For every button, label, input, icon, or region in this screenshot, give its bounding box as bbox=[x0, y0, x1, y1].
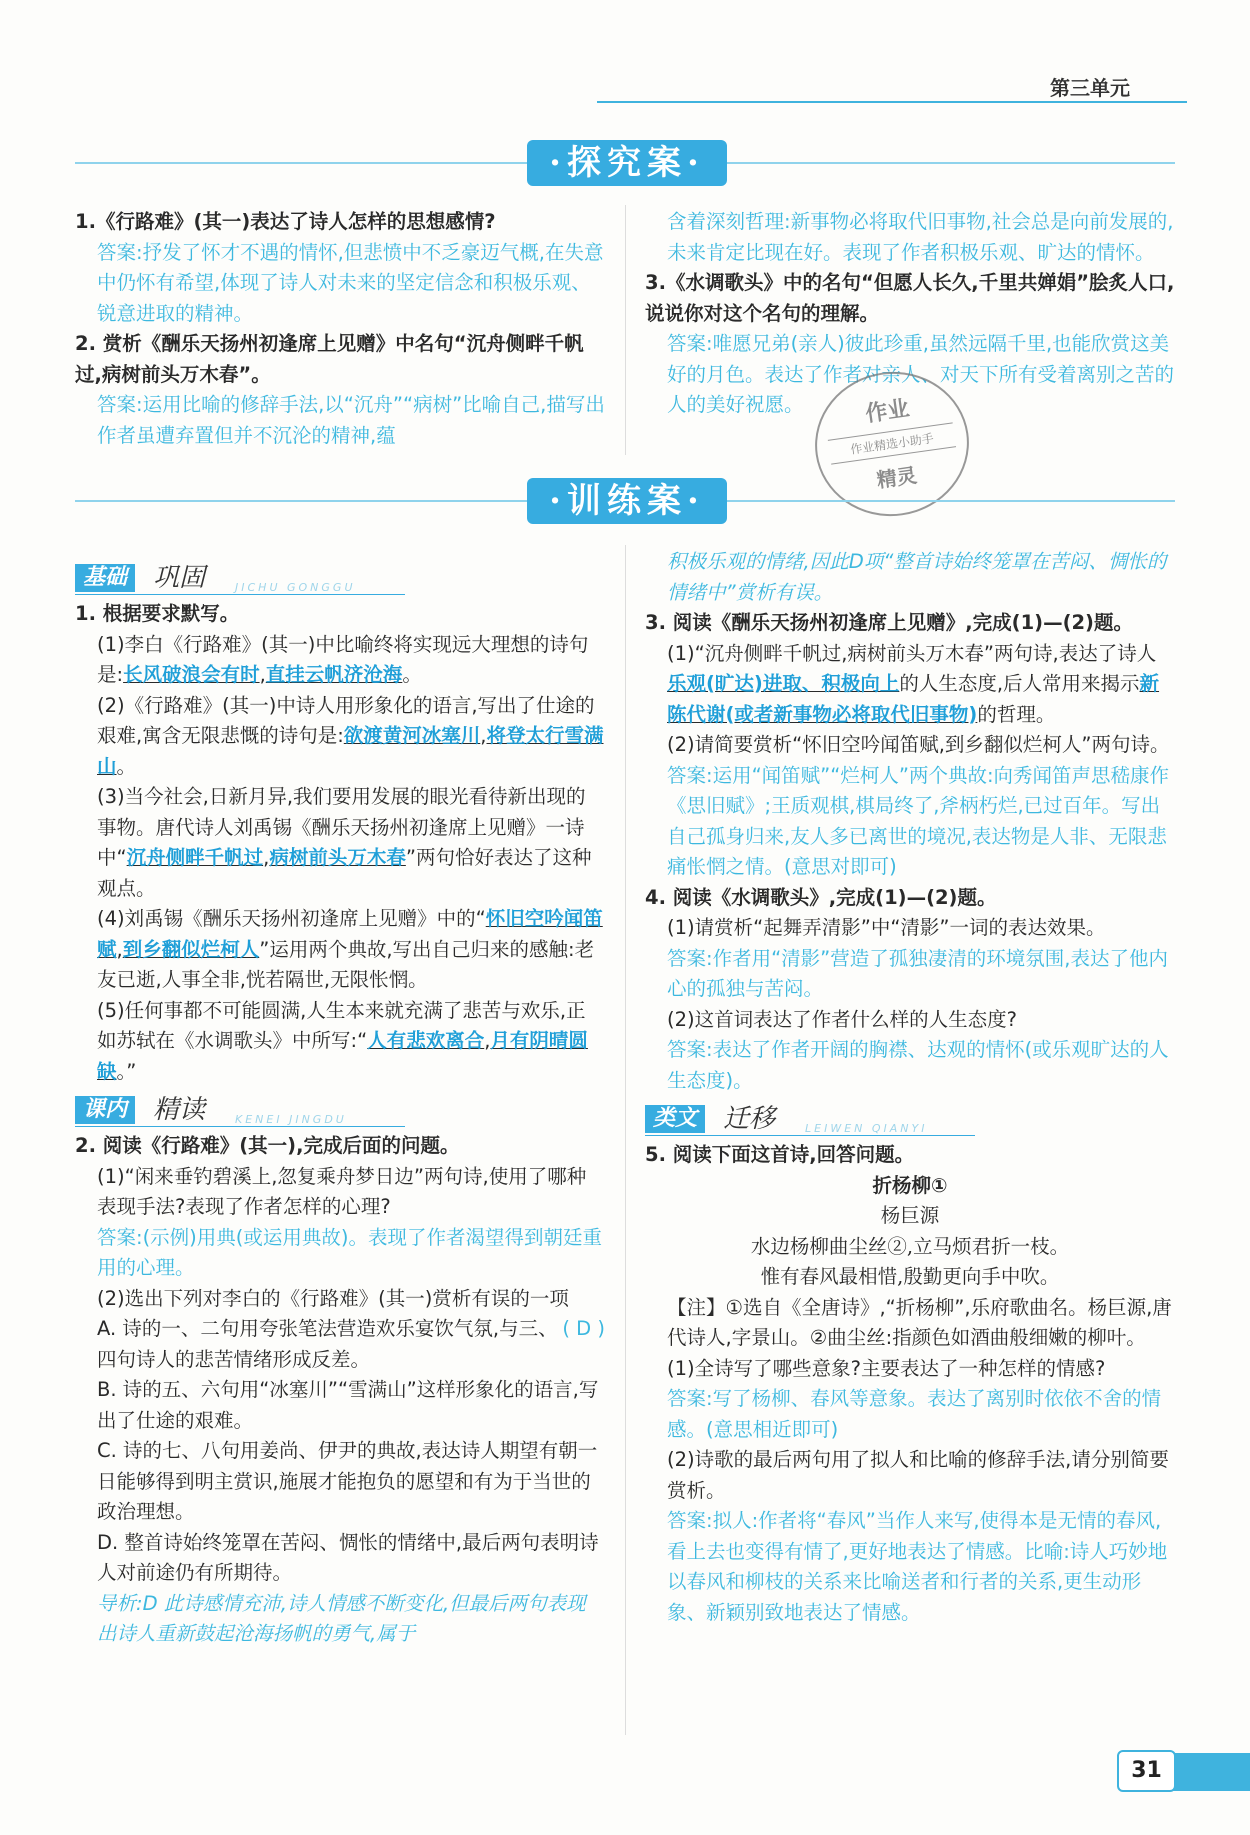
question: 3. 阅读《酬乐天扬州初逢席上见赠》,完成(1)—(2)题。 bbox=[645, 611, 1133, 634]
sub-question: (2)诗歌的最后两句用了拟人和比喻的修辞手法,请分别简要赏析。 bbox=[667, 1448, 1169, 1502]
sub-question: (1)全诗写了哪些意象?主要表达了一种怎样的情感? bbox=[667, 1356, 1106, 1380]
column-divider bbox=[625, 545, 626, 1735]
answer: 答案:抒发了怀才不遇的情怀,但悲愤中不乏豪迈气概,在失意中仍怀有希望,体现了诗人对未来的坚定信念和积极乐观、锐意进取的精神。 bbox=[97, 240, 604, 325]
poem-title: 折杨柳① bbox=[872, 1173, 948, 1197]
fill-item: (1)李白《行路难》(其一)中比喻终将实现远大理想的诗句是:长风破浪会有时,直挂云帆济沧海。 bbox=[97, 632, 589, 686]
question: 5. 阅读下面这首诗,回答问题。 bbox=[645, 1143, 915, 1166]
sub-question: (1)请赏析“起舞弄清影”中“清影”一词的表达效果。 bbox=[667, 916, 1106, 939]
explore-banner: ·探究案· bbox=[527, 140, 727, 186]
fill-item: (1)“沉舟侧畔千帆过,病树前头万木春”两句诗,表达了诗人乐观(旷达)进取、积极向上的人生态度,后人常用来揭示新陈代谢(或者新事物必将取代旧事物)的哲理。 bbox=[667, 641, 1160, 726]
sub-question: (1)“闲来垂钓碧溪上,忽复乘舟梦日边”两句诗,使用了哪种表现手法?表现了作者怎样的心理? bbox=[97, 1164, 587, 1218]
answer: 答案:表达了作者开阔的胸襟、达观的情怀(或乐观旷达的人生态度)。 bbox=[667, 1038, 1169, 1092]
question: 2. 阅读《行路难》(其一),完成后面的问题。 bbox=[75, 1134, 460, 1157]
sub-question: (2)请简要赏析“怀旧空吟闻笛赋,到乡翻似烂柯人”两句诗。 bbox=[667, 733, 1170, 756]
fill-item: (2)《行路难》(其一)中诗人用形象化的语言,写出了仕途的艰难,寓含无限悲慨的诗句是:欲渡黄河冰塞川,将登太行雪满山。 bbox=[97, 693, 604, 778]
section-header-leiwen: 类文 迁移 LEIWEN QIANYI bbox=[645, 1102, 1175, 1136]
guide-continuation: 积极乐观的情绪,因此D项“整首诗始终笼罩在苦闷、惆怅的情绪中”赏析有误。 bbox=[667, 550, 1167, 604]
poem-line: 水边杨柳曲尘丝②,立马烦君折一枝。 bbox=[750, 1234, 1070, 1258]
sub-question: (2)选出下列对李白的《行路难》(其一)赏析有误的一项 ( D ) bbox=[75, 1284, 605, 1315]
watermark-stamp: 作业 作业精选小助手 精灵 bbox=[806, 362, 979, 526]
question: 1. 根据要求默写。 bbox=[75, 602, 240, 625]
answer: 答案:(示例)用典(或运用典故)。表现了作者渴望得到朝廷重用的心理。 bbox=[97, 1225, 603, 1279]
train-banner: ·训练案· bbox=[527, 478, 727, 524]
answer: 答案:写了杨柳、春风等意象。表达了离别时依依不舍的情感。(意思相近即可) bbox=[667, 1387, 1162, 1441]
question: 1.《行路难》(其一)表达了诗人怎样的思想感情? bbox=[75, 210, 496, 233]
option: C. 诗的七、八句用姜尚、伊尹的典故,表达诗人期望有朝一日能够得到明主赏识,施展才能抱负的愿望和有为于当世的政治理想。 bbox=[97, 1439, 598, 1523]
page-number: 31 bbox=[1117, 1750, 1176, 1792]
poem-line: 惟有春风最相惜,殷勤更向手中吹。 bbox=[760, 1265, 1060, 1288]
answer: 答案:作者用“清影”营造了孤独凄清的环境氛围,表达了他内心的孤独与苦闷。 bbox=[667, 946, 1168, 1000]
column-divider bbox=[625, 205, 626, 455]
explore-left-column bbox=[75, 207, 605, 451]
option: D. 整首诗始终笼罩在苦闷、惆怅的情绪中,最后两句表明诗人对前途仍有所期待。 bbox=[97, 1530, 599, 1584]
fill-item: (5)任何事都不可能圆满,人生本来就充满了悲苦与欢乐,正如苏轼在《水调歌头》中所写:“人有悲欢离合,月有阴晴圆缺。” bbox=[97, 998, 588, 1083]
answer: 答案:拟人:作者将“春风”当作人来写,使得本是无情的春风,看上去也变得有情了,更好地表达了情感。比喻:诗人巧妙地以春风和柳枝的关系来比喻送者和行者的关系,更生动形象、新颖别致地表达了情感。 bbox=[667, 1509, 1168, 1624]
option: A. 诗的一、二句用夸张笔法营造欢乐宴饮气氛,与三、四句诗人的悲苦情绪形成反差。 bbox=[97, 1317, 558, 1371]
fill-item: (3)当今社会,日新月异,我们要用发展的眼光看待新出现的事物。唐代诗人刘禹锡《酬乐天扬州初逢席上见赠》一诗中“沉舟侧畔千帆过,病树前头万木春”两句恰好表达了这种观点。 bbox=[97, 785, 592, 900]
question: 4. 阅读《水调歌头》,完成(1)—(2)题。 bbox=[645, 885, 997, 909]
question: 2. 赏析《酬乐天扬州初逢席上见赠》中名句“沉舟侧畔千帆过,病树前头万木春”。 bbox=[75, 332, 584, 386]
question: 3.《水调歌头》中的名句“但愿人长久,千里共婵娟”脍炙人口,说说你对这个名句的理解。 bbox=[645, 271, 1175, 325]
train-right-column bbox=[645, 547, 1175, 1628]
poem-author: 杨巨源 bbox=[880, 1204, 940, 1227]
choice-answer: ( D ) bbox=[562, 1317, 605, 1340]
answer: 答案:运用“闻笛赋”“烂柯人”两个典故:向秀闻笛声思嵇康作《思旧赋》;王质观棋,棋局终了,斧柄朽烂,已过百年。写出自己孤身归来,友人多已离世的境况,表达物是人非、无限悲痛怅惘之情。(意思对即可) bbox=[667, 763, 1170, 878]
guide-analysis: 导析:D 此诗感情充沛,诗人情感不断变化,但最后两句表现出诗人重新鼓起沧海扬帆的勇气,属于 bbox=[97, 1591, 586, 1645]
answer: 含着深刻哲理:新事物必将取代旧事物,社会总是向前发展的,未来肯定比现在好。表现了作者积极乐观、旷达的情怀。 bbox=[667, 210, 1174, 264]
answer: 答案:运用比喻的修辞手法,以“沉舟”“病树”比喻自己,描写出作者虽遭弃置但并不沉沦的精神,蕴 bbox=[97, 393, 605, 447]
unit-header: 第三单元 bbox=[1050, 76, 1130, 100]
answer: 答案:唯愿兄弟(亲人)彼此珍重,虽然远隔千里,也能欣赏这美好的月色。表达了作者对亲人、对天下所有受着离别之苦的人的美好祝愿。 bbox=[667, 332, 1175, 416]
section-header-kenei: 课内 精读 KENEI JINGDU bbox=[75, 1093, 605, 1127]
section-header-jichu: 基础 巩固 JICHU GONGGU bbox=[75, 561, 605, 595]
train-left-column bbox=[75, 555, 605, 1650]
sub-question: (2)这首词表达了作者什么样的人生态度? bbox=[667, 1007, 1017, 1031]
option: B. 诗的五、六句用“冰塞川”“雪满山”这样形象化的语言,写出了仕途的艰难。 bbox=[97, 1378, 599, 1432]
header-rule bbox=[597, 101, 1187, 103]
fill-item: (4)刘禹锡《酬乐天扬州初逢席上见赠》中的“怀旧空吟闻笛赋,到乡翻似烂柯人”运用两个典故,写出自己归来的感触:老友已逝,人事全非,恍若隔世,无限怅惘。 bbox=[97, 907, 603, 991]
note: 【注】①选自《全唐诗》,“折杨柳”,乐府歌曲名。杨巨源,唐代诗人,字景山。②曲尘丝:指颜色如酒曲般细嫩的柳叶。 bbox=[667, 1295, 1172, 1349]
